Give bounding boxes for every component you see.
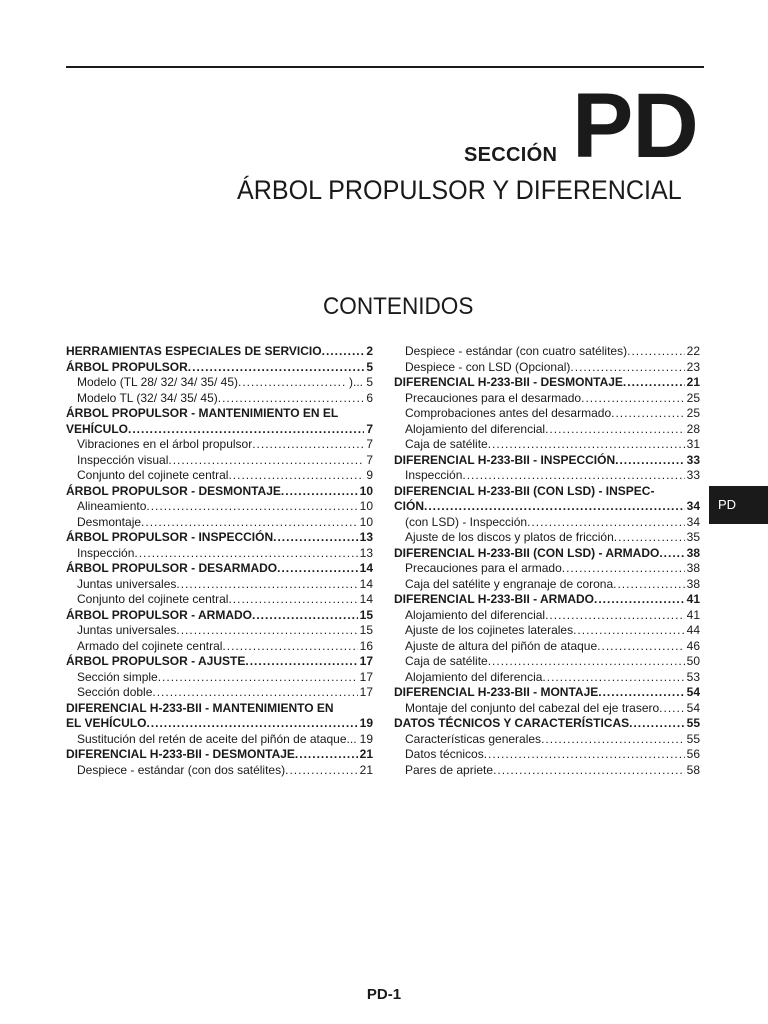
toc-entry-page: 14 bbox=[359, 561, 373, 575]
toc-entry[interactable] bbox=[394, 515, 700, 531]
toc-entry-page: 54 bbox=[686, 700, 700, 715]
toc-entry[interactable] bbox=[66, 515, 373, 531]
toc-entry-page: 9 bbox=[366, 468, 373, 482]
toc-entry[interactable] bbox=[394, 608, 700, 624]
toc-entry-title: Juntas universales bbox=[77, 576, 177, 591]
toc-entry[interactable] bbox=[394, 701, 700, 717]
toc-entry[interactable] bbox=[394, 592, 700, 608]
toc-entry-page: 46 bbox=[686, 638, 700, 653]
toc-entry-title: Precauciones para el armado bbox=[405, 561, 562, 575]
toc-leader-dots bbox=[146, 499, 357, 515]
toc-entry[interactable] bbox=[66, 577, 373, 593]
toc-leader-dots bbox=[252, 608, 358, 624]
toc-entry-title: Desmontaje bbox=[77, 514, 142, 529]
toc-leader-dots bbox=[273, 530, 358, 546]
toc-leader-dots bbox=[295, 747, 358, 763]
toc-entry-page: 50 bbox=[686, 654, 700, 668]
toc-leader-dots bbox=[424, 499, 685, 515]
page-number: PD-1 bbox=[366, 986, 402, 1003]
toc-entry-title: Alojamiento del diferencial bbox=[405, 607, 546, 622]
toc-leader-dots bbox=[562, 561, 685, 577]
toc-entry-title: DIFERENCIAL H-233-BII - MANTENIMIENTO EN bbox=[66, 700, 334, 715]
toc-entry[interactable] bbox=[394, 468, 700, 484]
toc-entry[interactable] bbox=[66, 763, 373, 779]
toc-entry[interactable] bbox=[66, 344, 373, 360]
section-label: SECCIÓN bbox=[464, 144, 558, 166]
toc-entry[interactable] bbox=[66, 546, 373, 562]
toc-entry-title: ÁRBOL PROPULSOR - DESMONTAJE bbox=[66, 483, 281, 498]
toc-entry[interactable] bbox=[66, 530, 373, 546]
toc-entry-page: 10 bbox=[359, 514, 373, 529]
toc-entry[interactable] bbox=[394, 670, 700, 686]
toc-entry[interactable] bbox=[394, 344, 700, 360]
toc-leader-dots bbox=[613, 577, 685, 593]
toc-leader-dots bbox=[146, 716, 357, 732]
toc-leader-dots bbox=[581, 391, 685, 407]
toc-entry-title: Montaje del conjunto del cabezal del eje trasero bbox=[405, 700, 660, 715]
toc-entry-title: Despiece - con LSD (Opcional) bbox=[405, 359, 571, 374]
toc-entry-title: DIFERENCIAL H-233-BII - MONTAJE bbox=[394, 685, 599, 699]
toc-entry-title: Sustitución del retén de aceite del piñón de ataque.. bbox=[77, 731, 354, 746]
toc-entry-page: 13 bbox=[359, 545, 373, 560]
toc-entry-title: Conjunto del cojinete central bbox=[77, 592, 229, 606]
toc-entry-page: 13 bbox=[359, 530, 373, 544]
toc-entry[interactable] bbox=[66, 747, 373, 763]
toc-entry-title: Sección doble bbox=[77, 685, 153, 699]
toc-entry[interactable] bbox=[394, 499, 700, 515]
toc-entry[interactable] bbox=[66, 468, 373, 484]
toc-entry[interactable] bbox=[66, 701, 373, 717]
toc-leader-dots bbox=[222, 639, 357, 655]
toc-entry-page: 34 bbox=[686, 514, 700, 529]
toc-entry-page: 15 bbox=[359, 607, 373, 622]
toc-leader-dots bbox=[597, 639, 684, 655]
toc-right-column bbox=[394, 344, 700, 778]
toc-entry-page: 14 bbox=[359, 592, 373, 606]
header-rule bbox=[66, 66, 704, 68]
toc-entry[interactable] bbox=[66, 484, 373, 500]
toc-leader-dots bbox=[128, 422, 364, 438]
toc-entry-title: CIÓN bbox=[394, 499, 424, 513]
toc-entry-title: Inspección bbox=[77, 545, 135, 560]
toc-entry-page: )... 5 bbox=[348, 375, 373, 389]
toc-entry-title: Despiece - estándar (con cuatro satélites) bbox=[405, 344, 628, 358]
toc-entry[interactable] bbox=[394, 391, 700, 407]
toc-entry-page: 10 bbox=[359, 499, 373, 513]
toc-leader-dots bbox=[158, 670, 358, 686]
toc-entry-page: 17 bbox=[359, 685, 373, 699]
toc-entry-page: 17 bbox=[359, 669, 373, 684]
toc-entry-title: Ajuste de los discos y platos de fricción bbox=[405, 530, 614, 544]
toc-entry-page: 33 bbox=[686, 452, 700, 467]
toc-entry-page: 25 bbox=[686, 390, 700, 405]
toc-entry-title: Conjunto del cojinete central bbox=[77, 468, 229, 482]
toc-entry-title: Comprobaciones antes del desarmado bbox=[405, 406, 612, 420]
toc-leader-dots bbox=[629, 716, 685, 732]
toc-leader-dots bbox=[570, 360, 684, 376]
section-side-tab[interactable]: PD bbox=[709, 486, 768, 524]
toc-entry-title: Juntas universales bbox=[77, 623, 177, 637]
toc-entry-title: DIFERENCIAL H-233-BII (CON LSD) - ARMADO bbox=[394, 545, 660, 560]
toc-entry-title: ÁRBOL PROPULSOR - ARMADO bbox=[66, 607, 252, 622]
toc-entry-page: 5 bbox=[366, 359, 373, 374]
toc-entry-page: 55 bbox=[686, 731, 700, 746]
toc-entry-page: 55 bbox=[686, 716, 700, 730]
toc-entry[interactable] bbox=[66, 716, 373, 732]
toc-entry-title: Caja del satélite y engranaje de corona bbox=[405, 576, 614, 591]
toc-entry[interactable] bbox=[394, 530, 700, 546]
toc-leader-dots bbox=[542, 670, 684, 686]
toc-entry-title: (con LSD) - Inspección bbox=[405, 514, 528, 529]
toc-entry[interactable] bbox=[66, 391, 373, 407]
toc-leader-dots bbox=[218, 391, 365, 407]
toc-leader-dots bbox=[462, 468, 684, 484]
toc-entry-page: 14 bbox=[359, 576, 373, 591]
toc-entry-title: Caja de satélite bbox=[405, 654, 488, 668]
toc-entry-page: 35 bbox=[686, 530, 700, 544]
toc-entry[interactable] bbox=[394, 639, 700, 655]
toc-entry-title: ÁRBOL PROPULSOR - INSPECCIÓN bbox=[66, 530, 274, 544]
toc-leader-dots bbox=[322, 344, 365, 360]
toc-entry[interactable] bbox=[66, 654, 373, 670]
toc-entry-title: Precauciones para el desarmado bbox=[405, 390, 582, 405]
toc-entry[interactable] bbox=[66, 406, 373, 422]
toc-entry[interactable] bbox=[66, 592, 373, 608]
toc-entry-page: 19 bbox=[359, 716, 373, 730]
toc-entry[interactable] bbox=[394, 623, 700, 639]
toc-entry[interactable] bbox=[394, 732, 700, 748]
toc-entry-title: ÁRBOL PROPULSOR - DESARMADO bbox=[66, 561, 278, 575]
toc-leader-dots bbox=[285, 763, 358, 779]
toc-entry-title: EL VEHÍCULO bbox=[66, 716, 147, 730]
toc-entry-page: 58 bbox=[686, 762, 700, 777]
toc-leader-dots bbox=[228, 592, 357, 608]
toc-entry-page: 25 bbox=[686, 406, 700, 420]
toc-entry-page: 23 bbox=[686, 359, 700, 374]
toc-entry-title: ÁRBOL PROPULSOR - AJUSTE bbox=[66, 654, 246, 668]
toc-left-column bbox=[66, 344, 373, 778]
toc-leader-dots bbox=[228, 468, 364, 484]
toc-entry-page: 44 bbox=[686, 623, 700, 637]
toc-leader-dots bbox=[484, 747, 685, 763]
toc-entry-page: 31 bbox=[686, 437, 700, 451]
toc-entry-title: Inspección visual bbox=[77, 452, 169, 467]
toc-entry[interactable] bbox=[394, 484, 700, 500]
toc-entry[interactable] bbox=[66, 453, 373, 469]
toc-entry[interactable] bbox=[394, 654, 700, 670]
toc-entry[interactable] bbox=[66, 375, 373, 391]
toc-entry-title: Alojamiento del diferencia bbox=[405, 669, 543, 684]
toc-entry[interactable] bbox=[394, 437, 700, 453]
toc-entry-title: ÁRBOL PROPULSOR bbox=[66, 359, 188, 374]
toc-entry[interactable] bbox=[394, 685, 700, 701]
toc-leader-dots bbox=[277, 561, 358, 577]
toc-entry[interactable] bbox=[394, 577, 700, 593]
toc-entry[interactable] bbox=[66, 608, 373, 624]
toc-entry-title: ÁRBOL PROPULSOR - MANTENIMIENTO EN EL bbox=[66, 406, 339, 420]
toc-entry-title: Características generales bbox=[405, 731, 542, 746]
toc-entry-page: 38 bbox=[686, 576, 700, 591]
toc-leader-dots bbox=[614, 530, 685, 546]
toc-entry[interactable] bbox=[394, 747, 700, 763]
toc-entry-page: 56 bbox=[686, 747, 700, 761]
toc-entry-page: 21 bbox=[359, 747, 373, 761]
toc-leader-dots bbox=[252, 437, 364, 453]
toc-entry-title: Armado del cojinete central bbox=[77, 638, 223, 653]
toc-entry[interactable] bbox=[66, 670, 373, 686]
toc-entry-page: 21 bbox=[686, 375, 700, 389]
toc-entry[interactable] bbox=[394, 763, 700, 779]
toc-entry-title: DIFERENCIAL H-233-BII - DESMONTAJE bbox=[66, 747, 295, 761]
toc-entry[interactable] bbox=[66, 639, 373, 655]
toc-leader-dots bbox=[488, 654, 685, 670]
toc-entry[interactable] bbox=[66, 499, 373, 515]
toc-leader-dots bbox=[245, 654, 357, 670]
toc-entry-title: Modelo (TL 28/ 32/ 34/ 35/ 45) bbox=[77, 375, 238, 389]
toc-entry-title: Modelo TL (32/ 34/ 35/ 45) bbox=[77, 390, 218, 405]
toc-entry[interactable] bbox=[66, 561, 373, 577]
section-code: PD bbox=[572, 75, 698, 177]
toc-entry-title: DATOS TÉCNICOS Y CARACTERÍSTICAS bbox=[394, 716, 630, 730]
toc-leader-dots bbox=[168, 453, 364, 469]
toc-entry-title: HERRAMIENTAS ESPECIALES DE SERVICIO bbox=[66, 344, 322, 358]
toc-entry-page: 41 bbox=[686, 607, 700, 622]
toc-entry-page: 38 bbox=[686, 545, 700, 560]
toc-leader-dots bbox=[659, 546, 684, 562]
toc-entry[interactable] bbox=[394, 561, 700, 577]
toc-entry[interactable] bbox=[394, 422, 700, 438]
toc-entry-page: 17 bbox=[359, 654, 373, 668]
toc-leader-dots bbox=[238, 375, 347, 391]
toc-entry[interactable] bbox=[394, 406, 700, 422]
contents-heading: CONTENIDOS bbox=[323, 293, 474, 320]
toc-entry-title: DIFERENCIAL H-233-BII (CON LSD) - INSPEC- bbox=[394, 483, 655, 498]
toc-leader-dots bbox=[627, 344, 685, 360]
toc-leader-dots bbox=[598, 685, 684, 701]
toc-entry-page: 54 bbox=[686, 685, 700, 699]
toc-entry[interactable] bbox=[66, 437, 373, 453]
toc-leader-dots bbox=[134, 546, 357, 562]
toc-entry-title: Inspección bbox=[405, 468, 463, 482]
toc-entry-page: 34 bbox=[686, 499, 700, 513]
toc-entry-title: VEHÍCULO bbox=[66, 421, 129, 436]
toc-entry-title: DIFERENCIAL H-233-BII - DESMONTAJE bbox=[394, 375, 623, 389]
toc-entry[interactable] bbox=[394, 453, 700, 469]
toc-leader-dots bbox=[615, 453, 685, 469]
toc-leader-dots bbox=[188, 360, 365, 376]
toc-entry-page: 6 bbox=[366, 390, 373, 405]
toc-leader-dots bbox=[545, 422, 685, 438]
toc-entry-page: 33 bbox=[686, 468, 700, 482]
toc-leader-dots bbox=[659, 701, 684, 717]
toc-leader-dots bbox=[623, 375, 685, 391]
toc-entry-page: 38 bbox=[686, 561, 700, 575]
toc-leader-dots bbox=[541, 732, 685, 748]
toc-leader-dots bbox=[141, 515, 358, 531]
toc-entry-page: 7 bbox=[366, 437, 373, 451]
toc-leader-dots bbox=[176, 577, 357, 593]
toc-leader-dots bbox=[281, 484, 358, 500]
toc-entry-title: Caja de satélite bbox=[405, 437, 488, 451]
toc-entry-title: Alineamiento bbox=[77, 499, 147, 513]
toc-entry-title: Alojamiento del diferencial bbox=[405, 421, 546, 436]
toc-entry-title: Vibraciones en el árbol propulsor bbox=[77, 437, 253, 451]
toc-leader-dots bbox=[594, 592, 685, 608]
toc-entry-page: 21 bbox=[359, 762, 373, 777]
toc-leader-dots bbox=[573, 623, 685, 639]
toc-entry-page: 2 bbox=[366, 344, 373, 358]
toc-entry-page: 7 bbox=[366, 421, 373, 436]
toc-entry-page: 16 bbox=[359, 638, 373, 653]
toc-entry[interactable] bbox=[66, 360, 373, 376]
toc-entry[interactable] bbox=[66, 422, 373, 438]
toc-entry-page: 10 bbox=[359, 483, 373, 498]
toc-entry-page: 53 bbox=[686, 669, 700, 684]
toc-leader-dots bbox=[545, 608, 685, 624]
toc-leader-dots bbox=[493, 763, 685, 779]
toc-entry-title: Sección simple bbox=[77, 669, 158, 684]
toc-entry-title: Datos técnicos bbox=[405, 747, 484, 761]
toc-leader-dots bbox=[488, 437, 685, 453]
toc-entry-title: DIFERENCIAL H-233-BII - ARMADO bbox=[394, 592, 595, 606]
toc-entry-title: Ajuste de los cojinetes laterales bbox=[405, 623, 574, 637]
toc-entry[interactable] bbox=[66, 623, 373, 639]
toc-leader-dots bbox=[527, 515, 685, 531]
toc-entry[interactable] bbox=[394, 360, 700, 376]
toc-entry[interactable] bbox=[66, 685, 373, 701]
toc-entry[interactable] bbox=[394, 375, 700, 391]
toc-entry-page: 22 bbox=[686, 344, 700, 358]
toc-entry-title: Pares de apriete bbox=[405, 762, 494, 777]
toc-entry[interactable] bbox=[394, 716, 700, 732]
toc-entry-title: DIFERENCIAL H-233-BII - INSPECCIÓN bbox=[394, 452, 616, 467]
toc-entry-title: Ajuste de altura del piñón de ataque bbox=[405, 638, 598, 653]
toc-entry-title: Despiece - estándar (con dos satélites) bbox=[77, 762, 286, 777]
toc-entry-page: 28 bbox=[686, 421, 700, 436]
toc-entry-page: 41 bbox=[686, 592, 700, 606]
toc-entry[interactable] bbox=[394, 546, 700, 562]
toc-leader-dots bbox=[176, 623, 357, 639]
toc-leader-dots bbox=[611, 406, 685, 422]
toc-entry-page: 7 bbox=[366, 452, 373, 467]
toc-entry-page: 15 bbox=[359, 623, 373, 637]
page-title: ÁRBOL PROPULSOR Y DIFERENCIAL bbox=[237, 175, 682, 205]
toc-entry-page: 19 bbox=[359, 731, 373, 746]
toc-entry[interactable] bbox=[66, 732, 373, 748]
toc-leader-dots bbox=[152, 685, 357, 701]
